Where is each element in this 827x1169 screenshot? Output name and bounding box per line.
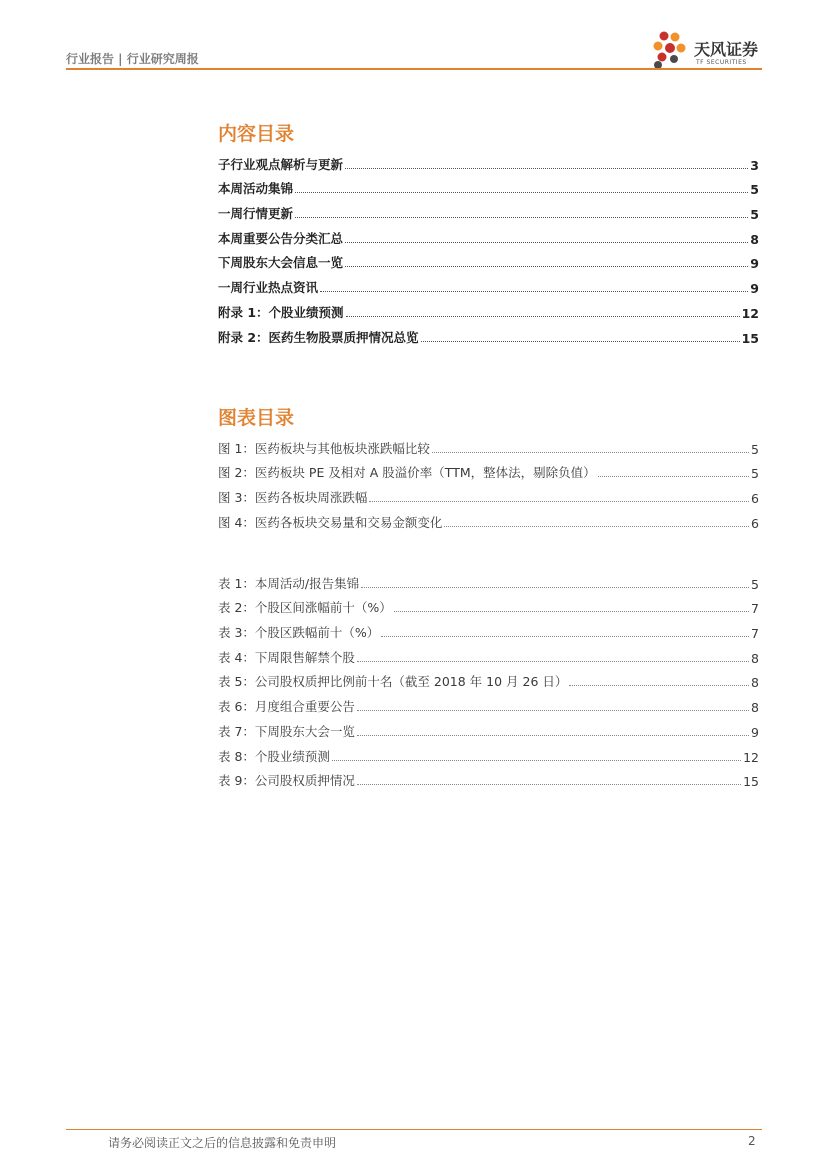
dot-leader (394, 610, 749, 612)
table-entry-title[interactable]: 表 9：公司股权质押情况 (218, 773, 355, 789)
contents-entry-page[interactable]: 5 (750, 182, 759, 198)
table-entry-page[interactable]: 9 (751, 724, 759, 740)
contents-entry-title[interactable]: 子行业观点解析与更新 (218, 156, 344, 172)
figure-entry-page[interactable]: 5 (751, 466, 759, 482)
report-type-label: 行业报告 | 行业研究周报 (66, 52, 199, 66)
tables-list (218, 567, 759, 789)
table-entry-title[interactable]: 表 2：个股区间涨幅前十（%） (218, 600, 392, 616)
dot-leader (295, 216, 748, 218)
contents-entry-page[interactable]: 15 (741, 330, 759, 346)
figure-entry-page[interactable]: 6 (751, 491, 759, 507)
contents-title: 内容目录 (218, 123, 295, 145)
dot-leader (598, 475, 749, 477)
header-divider (66, 68, 762, 70)
figure-entry[interactable] (218, 481, 759, 506)
table-entry-page[interactable]: 12 (743, 749, 759, 765)
table-entry-title[interactable]: 表 8：个股业绩预测 (218, 748, 330, 764)
figure-entry-title[interactable]: 图 1：医药板块与其他板块涨跌幅比较 (218, 440, 430, 456)
logo-name-cn: 天风证券 (694, 40, 759, 59)
figure-entry-title[interactable]: 图 3：医药各板块周涨跌幅 (218, 490, 368, 506)
contents-entry[interactable] (218, 222, 759, 247)
footer-divider (66, 1129, 762, 1130)
dot-leader (345, 265, 748, 267)
table-entry[interactable] (218, 592, 759, 617)
figure-entry-page[interactable]: 5 (751, 441, 759, 457)
dot-leader (332, 759, 741, 761)
figure-entry-title[interactable]: 图 2：医药板块 PE 及相对 A 股溢价率（TTM，整体法，剔除负值） (218, 465, 596, 481)
dot-leader (357, 660, 749, 662)
dot-leader (295, 191, 748, 193)
flower-logo-icon (650, 28, 692, 70)
contents-entry-page[interactable]: 5 (750, 207, 759, 223)
dot-leader (569, 684, 749, 686)
dot-leader (432, 451, 749, 453)
contents-entry[interactable] (218, 271, 759, 296)
contents-entry-page[interactable]: 9 (750, 256, 759, 272)
contents-entry-title[interactable]: 一周行情更新 (218, 206, 294, 222)
page-number: 2 (748, 1134, 756, 1148)
table-entry[interactable] (218, 641, 759, 666)
dot-leader (357, 783, 741, 785)
table-entry-page[interactable]: 7 (751, 601, 759, 617)
dot-leader (381, 635, 749, 637)
table-entry-title[interactable]: 表 4：下周限售解禁个股 (218, 649, 355, 665)
contents-entry-title[interactable]: 本周活动集锦 (218, 181, 294, 197)
table-entry[interactable] (218, 666, 759, 691)
table-entry[interactable] (218, 715, 759, 740)
figure-entry[interactable] (218, 457, 759, 482)
contents-entry-title[interactable]: 附录 2：医药生物股票质押情况总览 (218, 329, 419, 345)
table-entry-title[interactable]: 表 3：个股区跌幅前十（%） (218, 625, 380, 641)
figures-list (218, 432, 759, 531)
table-entry[interactable] (218, 616, 759, 641)
table-entry-title[interactable]: 表 7：下周股东大会一览 (218, 723, 355, 739)
table-entry-page[interactable]: 8 (751, 675, 759, 691)
dot-leader (369, 500, 749, 502)
table-entry-page[interactable]: 8 (751, 700, 759, 716)
table-entry-page[interactable]: 7 (751, 626, 759, 642)
table-entry-title[interactable]: 表 5：公司股权质押比例前十名（截至 2018 年 10 月 26 日） (218, 674, 568, 690)
table-entry-title[interactable]: 表 1：本周活动/报告集锦 (218, 575, 360, 591)
dot-leader (361, 586, 749, 588)
table-entry-title[interactable]: 表 6：月度组合重要公告 (218, 699, 355, 715)
figure-entry[interactable] (218, 506, 759, 531)
table-entry[interactable] (218, 740, 759, 765)
contents-entry-title[interactable]: 下周股东大会信息一览 (218, 255, 344, 271)
contents-entry-page[interactable]: 3 (750, 157, 759, 173)
table-entry[interactable] (218, 567, 759, 592)
contents-entry-page[interactable]: 8 (750, 231, 759, 247)
contents-entry[interactable] (218, 247, 759, 272)
dot-leader (345, 241, 748, 243)
table-entry[interactable] (218, 690, 759, 715)
contents-entry-page[interactable]: 9 (750, 281, 759, 297)
contents-entry[interactable] (218, 148, 759, 173)
contents-entry-title[interactable]: 一周行业热点资讯 (218, 280, 319, 296)
company-logo (650, 28, 765, 70)
figure-entry-page[interactable]: 6 (751, 515, 759, 531)
logo-name-en: TF SECURITIES (696, 59, 747, 66)
dot-leader (421, 340, 740, 342)
figure-entry[interactable] (218, 432, 759, 457)
contents-entry-page[interactable]: 12 (741, 305, 759, 321)
contents-entry[interactable] (218, 197, 759, 222)
table-entry[interactable] (218, 765, 759, 790)
contents-entry-title[interactable]: 本周重要公告分类汇总 (218, 230, 344, 246)
figures-title: 图表目录 (218, 407, 295, 429)
contents-entry[interactable] (218, 296, 759, 321)
dot-leader (345, 167, 748, 169)
dot-leader (346, 315, 740, 317)
table-entry-page[interactable]: 15 (743, 774, 759, 790)
contents-entry-title[interactable]: 附录 1：个股业绩预测 (218, 304, 344, 320)
dot-leader (357, 709, 749, 711)
dot-leader (444, 525, 749, 527)
contents-entry[interactable] (218, 173, 759, 198)
table-entry-page[interactable]: 8 (751, 650, 759, 666)
dot-leader (357, 734, 749, 736)
contents-list (218, 148, 759, 346)
table-entry-page[interactable]: 5 (751, 576, 759, 592)
dot-leader (320, 290, 748, 292)
contents-entry[interactable] (218, 321, 759, 346)
disclaimer-text: 请务必阅读正文之后的信息披露和免责申明 (108, 1136, 337, 1150)
figure-entry-title[interactable]: 图 4：医药各板块交易量和交易金额变化 (218, 514, 443, 530)
